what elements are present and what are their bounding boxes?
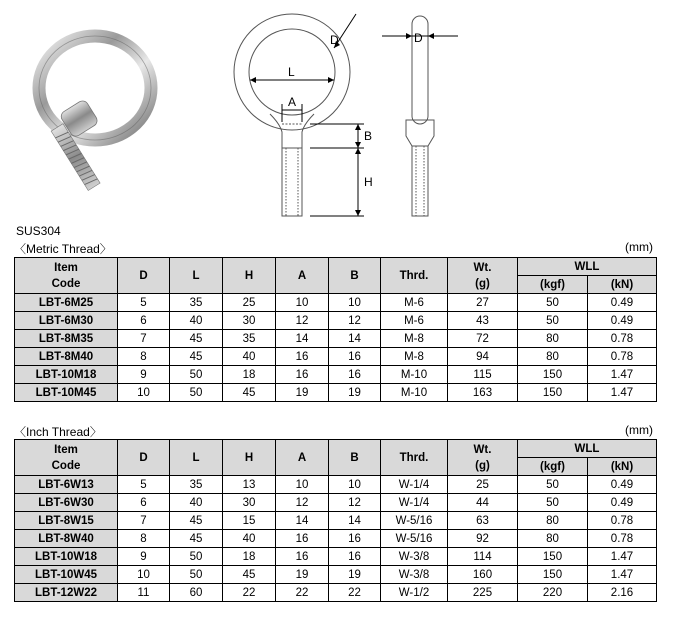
cell-code: LBT-6W30 [15, 494, 118, 512]
cell-kn: 0.49 [588, 294, 657, 312]
cell-thrd: M-6 [381, 312, 448, 330]
cell-h: 40 [223, 348, 276, 366]
cell-kgf: 150 [518, 566, 588, 584]
cell-l: 35 [170, 294, 223, 312]
cell-a: 19 [276, 566, 329, 584]
table-row [15, 530, 657, 548]
cell-kgf: 80 [518, 330, 588, 348]
cell-code: LBT-10M45 [15, 384, 118, 402]
cell-a: 16 [276, 548, 329, 566]
header-d: D [118, 258, 170, 294]
cell-d: 8 [118, 348, 170, 366]
table-row [15, 366, 657, 384]
dim-label-h: H [364, 175, 373, 189]
header-a: A [276, 440, 329, 476]
cell-a: 19 [276, 384, 329, 402]
cell-h: 35 [223, 330, 276, 348]
cell-kn: 1.47 [588, 548, 657, 566]
cell-thrd: M-10 [381, 366, 448, 384]
cell-wt: 115 [448, 366, 518, 384]
cell-l: 40 [170, 494, 223, 512]
cell-d: 11 [118, 584, 170, 602]
header-kgf: (kgf) [518, 458, 588, 476]
inch-section-title: 〈Inch Thread〉 [14, 425, 102, 439]
cell-d: 5 [118, 294, 170, 312]
cell-h: 45 [223, 384, 276, 402]
cell-thrd: W-3/8 [381, 548, 448, 566]
cell-kn: 2.16 [588, 584, 657, 602]
cell-a: 16 [276, 348, 329, 366]
header-thrd: Thrd. [381, 258, 448, 294]
cell-b: 12 [329, 312, 381, 330]
cell-a: 22 [276, 584, 329, 602]
cell-a: 16 [276, 366, 329, 384]
table-row [15, 566, 657, 584]
cell-wt: 43 [448, 312, 518, 330]
cell-kgf: 50 [518, 494, 588, 512]
dim-label-b: B [364, 129, 373, 143]
cell-l: 45 [170, 530, 223, 548]
cell-thrd: W-1/2 [381, 584, 448, 602]
cell-b: 14 [329, 330, 381, 348]
cell-d: 8 [118, 530, 170, 548]
header-b: B [329, 440, 381, 476]
header-h: H [223, 440, 276, 476]
table-row [15, 348, 657, 366]
cell-code: LBT-8W40 [15, 530, 118, 548]
header-thrd: Thrd. [381, 440, 448, 476]
cell-kn: 1.47 [588, 366, 657, 384]
cell-code: LBT-10M18 [15, 366, 118, 384]
cell-l: 45 [170, 348, 223, 366]
cell-kn: 0.78 [588, 530, 657, 548]
material-label: SUS304 [16, 224, 61, 238]
table-row [15, 312, 657, 330]
cell-thrd: M-8 [381, 348, 448, 366]
cell-b: 16 [329, 530, 381, 548]
cell-wt: 114 [448, 548, 518, 566]
cell-kgf: 50 [518, 312, 588, 330]
cell-l: 40 [170, 312, 223, 330]
header-d: D [118, 440, 170, 476]
cell-wt: 25 [448, 476, 518, 494]
cell-b: 22 [329, 584, 381, 602]
cell-code: LBT-6M25 [15, 294, 118, 312]
cell-b: 16 [329, 348, 381, 366]
table-row [15, 584, 657, 602]
inch-spec-table [14, 439, 657, 602]
cell-code: LBT-8W15 [15, 512, 118, 530]
metric-section-title: 〈Metric Thread〉 [14, 242, 112, 256]
cell-thrd: W-1/4 [381, 494, 448, 512]
cell-kn: 0.78 [588, 330, 657, 348]
table-row [15, 384, 657, 402]
header-a: A [276, 258, 329, 294]
cell-kgf: 50 [518, 294, 588, 312]
cell-h: 30 [223, 494, 276, 512]
table-row [15, 330, 657, 348]
cell-b: 12 [329, 494, 381, 512]
cell-l: 50 [170, 366, 223, 384]
cell-code: LBT-8M40 [15, 348, 118, 366]
cell-kn: 0.49 [588, 476, 657, 494]
cell-h: 18 [223, 548, 276, 566]
cell-code: LBT-10W45 [15, 566, 118, 584]
cell-d: 7 [118, 330, 170, 348]
cell-code: LBT-12W22 [15, 584, 118, 602]
cell-d: 9 [118, 548, 170, 566]
cell-b: 10 [329, 476, 381, 494]
cell-b: 16 [329, 548, 381, 566]
cell-wt: 44 [448, 494, 518, 512]
cell-h: 18 [223, 366, 276, 384]
header-wll: WLL [518, 440, 657, 458]
inch-unit-label: (mm) [625, 423, 653, 437]
product-photo [39, 36, 151, 190]
cell-wt: 92 [448, 530, 518, 548]
cell-thrd: M-6 [381, 294, 448, 312]
cell-wt: 163 [448, 384, 518, 402]
cell-h: 13 [223, 476, 276, 494]
cell-d: 6 [118, 494, 170, 512]
table-row [15, 548, 657, 566]
cell-a: 10 [276, 476, 329, 494]
cell-code: LBT-8M35 [15, 330, 118, 348]
cell-l: 45 [170, 512, 223, 530]
header-item-code: Item Code [15, 258, 118, 294]
dim-label-d-side: D [414, 31, 423, 45]
cell-thrd: W-1/4 [381, 476, 448, 494]
cell-b: 14 [329, 512, 381, 530]
metric-unit-label: (mm) [625, 240, 653, 254]
cell-wt: 94 [448, 348, 518, 366]
cell-h: 15 [223, 512, 276, 530]
metric-spec-table [14, 257, 657, 402]
header-item-code: Item Code [15, 440, 118, 476]
cell-a: 16 [276, 530, 329, 548]
header-l: L [170, 440, 223, 476]
cell-kn: 1.47 [588, 566, 657, 584]
cell-code: LBT-6W13 [15, 476, 118, 494]
cell-h: 40 [223, 530, 276, 548]
cell-thrd: M-8 [381, 330, 448, 348]
cell-kn: 1.47 [588, 384, 657, 402]
side-view-drawing [382, 16, 458, 216]
cell-kgf: 80 [518, 512, 588, 530]
cell-l: 35 [170, 476, 223, 494]
dim-label-l: L [288, 65, 295, 79]
cell-thrd: M-10 [381, 384, 448, 402]
cell-wt: 72 [448, 330, 518, 348]
cell-b: 19 [329, 384, 381, 402]
table-row [15, 476, 657, 494]
cell-thrd: W-5/16 [381, 530, 448, 548]
cell-d: 10 [118, 384, 170, 402]
cell-wt: 225 [448, 584, 518, 602]
cell-wt: 27 [448, 294, 518, 312]
cell-wt: 63 [448, 512, 518, 530]
cell-kgf: 80 [518, 348, 588, 366]
header-kn: (kN) [588, 276, 657, 294]
cell-a: 14 [276, 330, 329, 348]
cell-a: 12 [276, 494, 329, 512]
cell-b: 19 [329, 566, 381, 584]
cell-l: 60 [170, 584, 223, 602]
product-figure [0, 0, 673, 224]
cell-l: 50 [170, 548, 223, 566]
cell-h: 25 [223, 294, 276, 312]
cell-l: 50 [170, 384, 223, 402]
cell-a: 10 [276, 294, 329, 312]
cell-l: 45 [170, 330, 223, 348]
cell-b: 10 [329, 294, 381, 312]
cell-kn: 0.78 [588, 512, 657, 530]
header-wll: WLL [518, 258, 657, 276]
cell-a: 12 [276, 312, 329, 330]
cell-b: 16 [329, 366, 381, 384]
front-view-drawing [234, 14, 364, 216]
header-kgf: (kgf) [518, 276, 588, 294]
dim-label-d: D [330, 33, 339, 47]
cell-d: 9 [118, 366, 170, 384]
table-row [15, 294, 657, 312]
cell-kgf: 150 [518, 366, 588, 384]
table-row [15, 494, 657, 512]
cell-d: 5 [118, 476, 170, 494]
cell-h: 45 [223, 566, 276, 584]
cell-kgf: 50 [518, 476, 588, 494]
header-wt: Wt. (g) [448, 258, 518, 294]
header-l: L [170, 258, 223, 294]
cell-thrd: W-5/16 [381, 512, 448, 530]
cell-code: LBT-6M30 [15, 312, 118, 330]
cell-kn: 0.49 [588, 312, 657, 330]
cell-kgf: 150 [518, 548, 588, 566]
cell-wt: 160 [448, 566, 518, 584]
cell-d: 10 [118, 566, 170, 584]
header-wt: Wt. (g) [448, 440, 518, 476]
cell-d: 6 [118, 312, 170, 330]
cell-kn: 0.78 [588, 348, 657, 366]
header-kn: (kN) [588, 458, 657, 476]
cell-kgf: 80 [518, 530, 588, 548]
header-h: H [223, 258, 276, 294]
header-b: B [329, 258, 381, 294]
table-row [15, 512, 657, 530]
cell-kgf: 150 [518, 384, 588, 402]
cell-h: 22 [223, 584, 276, 602]
dim-label-a: A [288, 95, 297, 109]
cell-l: 50 [170, 566, 223, 584]
cell-code: LBT-10W18 [15, 548, 118, 566]
cell-kgf: 220 [518, 584, 588, 602]
cell-kn: 0.49 [588, 494, 657, 512]
cell-a: 14 [276, 512, 329, 530]
cell-h: 30 [223, 312, 276, 330]
cell-d: 7 [118, 512, 170, 530]
cell-thrd: W-3/8 [381, 566, 448, 584]
